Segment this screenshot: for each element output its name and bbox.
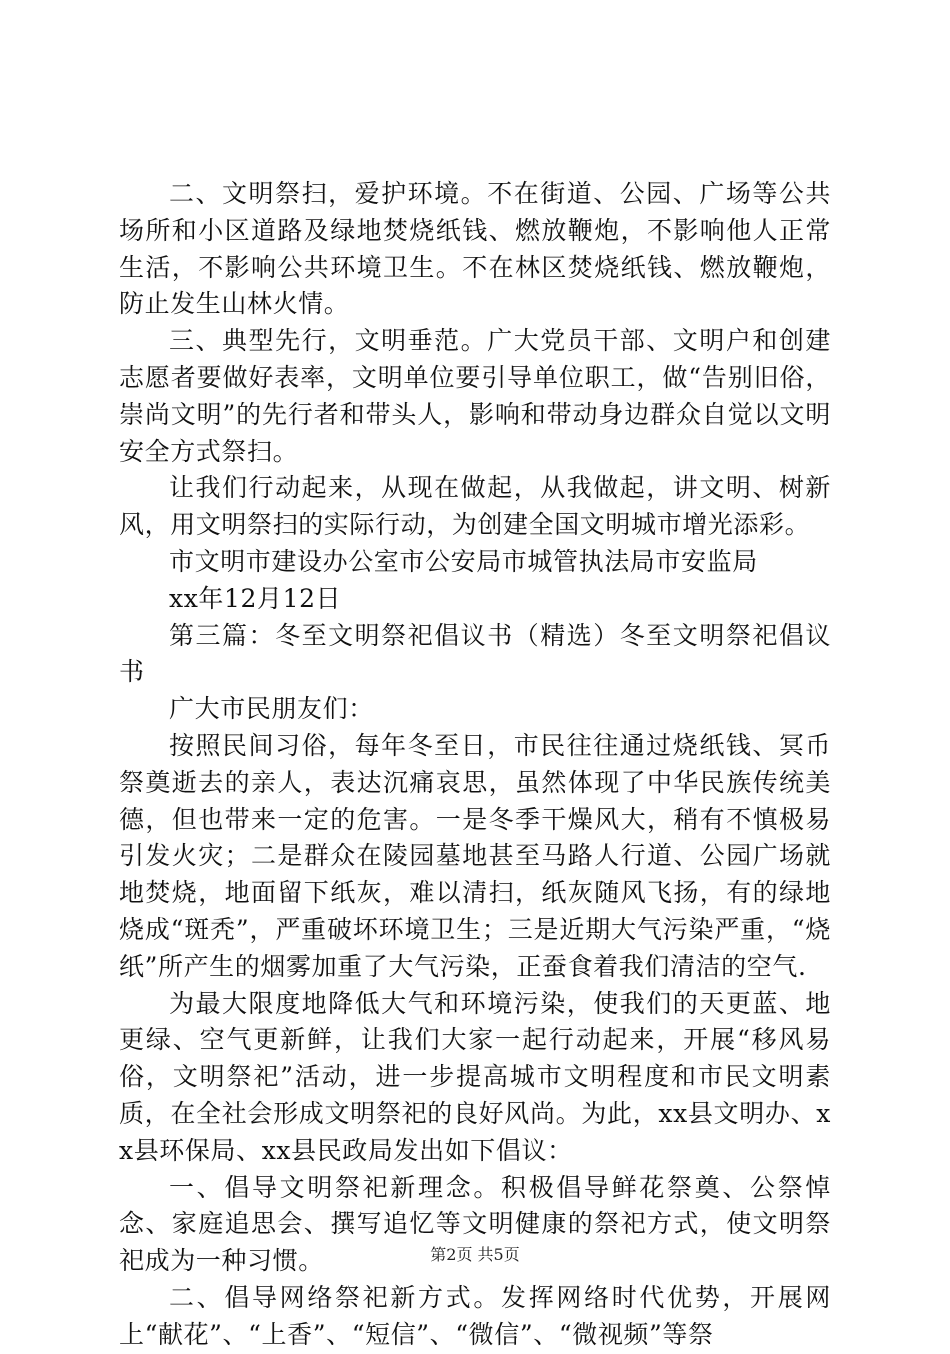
paragraph-civilized-sweeping: 二、文明祭扫，爱护环境。不在街道、公园、广场等公共场所和小区道路及绿地焚烧纸钱、燃放鞭炮，不影响他人正常生活，不影响公共环境卫生。不在林区焚烧纸钱、燃放鞭炮，防止发生山林火情。 xyxy=(119,179,831,319)
paragraph-role-models: 三、典型先行，文明垂范。广大党员干部、文明户和创建志愿者要做好表率，文明单位要引导单位职工，做“告别旧俗，崇尚文明”的先行者和带头人，影响和带动身边群众自觉以文明安全方式祭扫。 xyxy=(119,326,831,466)
paragraph-online-memorial: 二、倡导网络祭祀新方式。发挥网络时代优势，开展网上“献花”、“上香”、“短信”、“微信”、“微视频”等祭 xyxy=(119,1282,831,1349)
issue-date: xx年12月12日 xyxy=(169,583,342,613)
page-footer xyxy=(0,1245,950,1265)
page-number: 第2页 共5页 xyxy=(430,1245,520,1264)
paragraph-initiative-intro: 为最大限度地降低大气和环境污染，使我们的天更蓝、地更绿、空气更新鲜，让我们大家一起行动起来，开展“移风易俗，文明祭祀”活动，进一步提高城市文明程度和市民文明素质，在全社会形成文明祭祀的良好风尚。为此，xx县文明办、xx县环保局、xx县民政局发出如下倡议： xyxy=(119,988,831,1165)
document-body xyxy=(119,176,831,1354)
issuer-signature: 市文明市建设办公室市公安局市城管执法局市安监局 xyxy=(169,546,758,576)
paragraph-custom-hazards: 按照民间习俗，每年冬至日，市民往往通过烧纸钱、冥币祭奠逝去的亲人，表达沉痛哀思，虽然体现了中华民族传统美德，但也带来一定的危害。一是冬季干燥风大，稍有不慎极易引发火灾；二是群众在陵园墓地甚至马路人行道、公园广场就地焚烧，地面留下纸灰，难以清扫，纸灰随风飞扬，有的绿地烧成“斑秃”，严重破坏环境卫生；三是近期大气污染严重，“烧纸”所产生的烟雾加重了大气污染，正蚕食着我们清洁的空气. xyxy=(119,730,831,981)
paragraph-call-to-action: 让我们行动起来，从现在做起，从我做起，讲文明、树新风，用文明祭扫的实际行动，为创建全国文明城市增光添彩。 xyxy=(119,473,831,540)
salutation: 广大市民朋友们： xyxy=(169,694,374,724)
section-heading: 第三篇：冬至文明祭祀倡议书（精选）冬至文明祭祀倡议书 xyxy=(119,620,831,687)
paragraph-new-concept: 一、倡导文明祭祀新理念。积极倡导鲜花祭奠、公祭悼念、家庭追思会、撰写追忆等文明健康的祭祀方式，使文明祭祀成为一种习惯。 xyxy=(119,1172,831,1276)
